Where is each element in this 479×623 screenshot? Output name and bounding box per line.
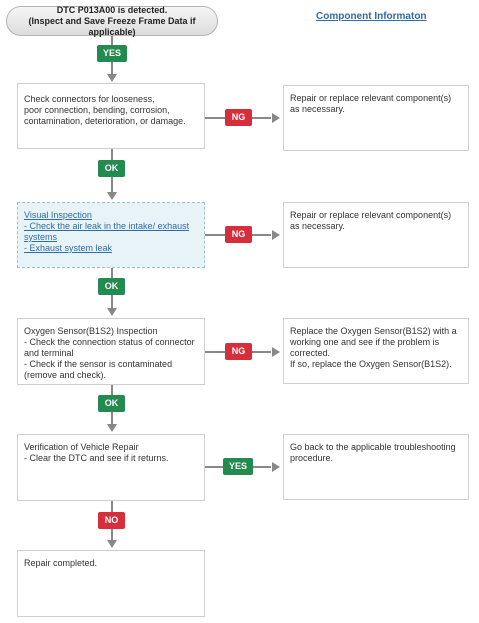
result-text: Repair or replace relevant component(s) as necessary. <box>290 93 452 114</box>
dtc-start-node <box>6 6 218 36</box>
verification-step <box>17 434 205 501</box>
ng-label: NG <box>225 343 252 360</box>
check-connectors-step <box>17 83 205 149</box>
arrow-right-icon <box>272 347 280 357</box>
ng-label: NG <box>225 109 252 126</box>
step-text: Oxygen Sensor(B1S2) Inspection <box>24 326 158 336</box>
repair-completed-step <box>17 550 205 617</box>
step-text: poor connection, bending, corrosion, <box>24 105 170 115</box>
yes-label: YES <box>223 458 253 475</box>
arrow-down-icon <box>107 308 117 316</box>
step-text: - Clear the DTC and see if it returns. <box>24 453 169 463</box>
arrow-right-icon <box>272 113 280 123</box>
no-label: NO <box>98 512 125 529</box>
visual-inspection-link[interactable]: Visual Inspection <box>24 210 92 220</box>
go-back-result-box <box>283 434 469 500</box>
ng-label: NG <box>225 226 252 243</box>
arrow-right-icon <box>272 462 280 472</box>
result-text: Go back to the applicable troubleshooting procedure. <box>290 442 456 463</box>
step-text: - Check if the sensor is contaminated (remove and check). <box>24 359 173 380</box>
connector-line <box>111 62 113 74</box>
arrow-down-icon <box>107 74 117 82</box>
step-text: Repair completed. <box>24 558 98 568</box>
result-text: If so, replace the Oxygen Sensor(B1S2). <box>290 359 452 369</box>
connector-line <box>111 385 113 395</box>
connector-line <box>111 295 113 309</box>
oxygen-sensor-step <box>17 318 205 385</box>
yes-label: YES <box>97 45 127 62</box>
arrow-right-icon <box>272 230 280 240</box>
air-leak-link[interactable]: - Check the air leak in the intake/ exhaust systems <box>24 221 190 242</box>
ok-label: OK <box>98 395 125 412</box>
step-text: - Check the connection status of connector and terminal <box>24 337 195 358</box>
repair-result-box <box>283 202 469 268</box>
replace-sensor-result-box <box>283 318 469 384</box>
arrow-down-icon <box>107 424 117 432</box>
freeze-frame-text: (Inspect and Save Freeze Frame Data if applicable) <box>28 15 196 37</box>
visual-inspection-step <box>17 202 205 268</box>
connector-line <box>111 149 113 160</box>
result-text: Replace the Oxygen Sensor(B1S2) with a working one and see if the problem is corrected. <box>290 326 457 358</box>
exhaust-leak-link[interactable]: - Exhaust system leak <box>24 243 113 253</box>
ok-label: OK <box>98 160 125 177</box>
component-information-link[interactable]: Component Informaton <box>316 11 427 22</box>
ok-label: OK <box>98 278 125 295</box>
connector-line <box>111 268 113 278</box>
step-text: contamination, deterioration, or damage. <box>24 116 186 126</box>
connector-line <box>111 501 113 512</box>
dtc-detected-text: DTC P013A00 is detected. <box>56 4 168 15</box>
step-text: Verification of Vehicle Repair <box>24 442 139 452</box>
connector-line <box>111 177 113 193</box>
arrow-down-icon <box>107 192 117 200</box>
repair-result-box <box>283 85 469 151</box>
arrow-down-icon <box>107 540 117 548</box>
step-text: Check connectors for looseness, <box>24 94 155 104</box>
result-text: Repair or replace relevant component(s) as necessary. <box>290 210 452 231</box>
